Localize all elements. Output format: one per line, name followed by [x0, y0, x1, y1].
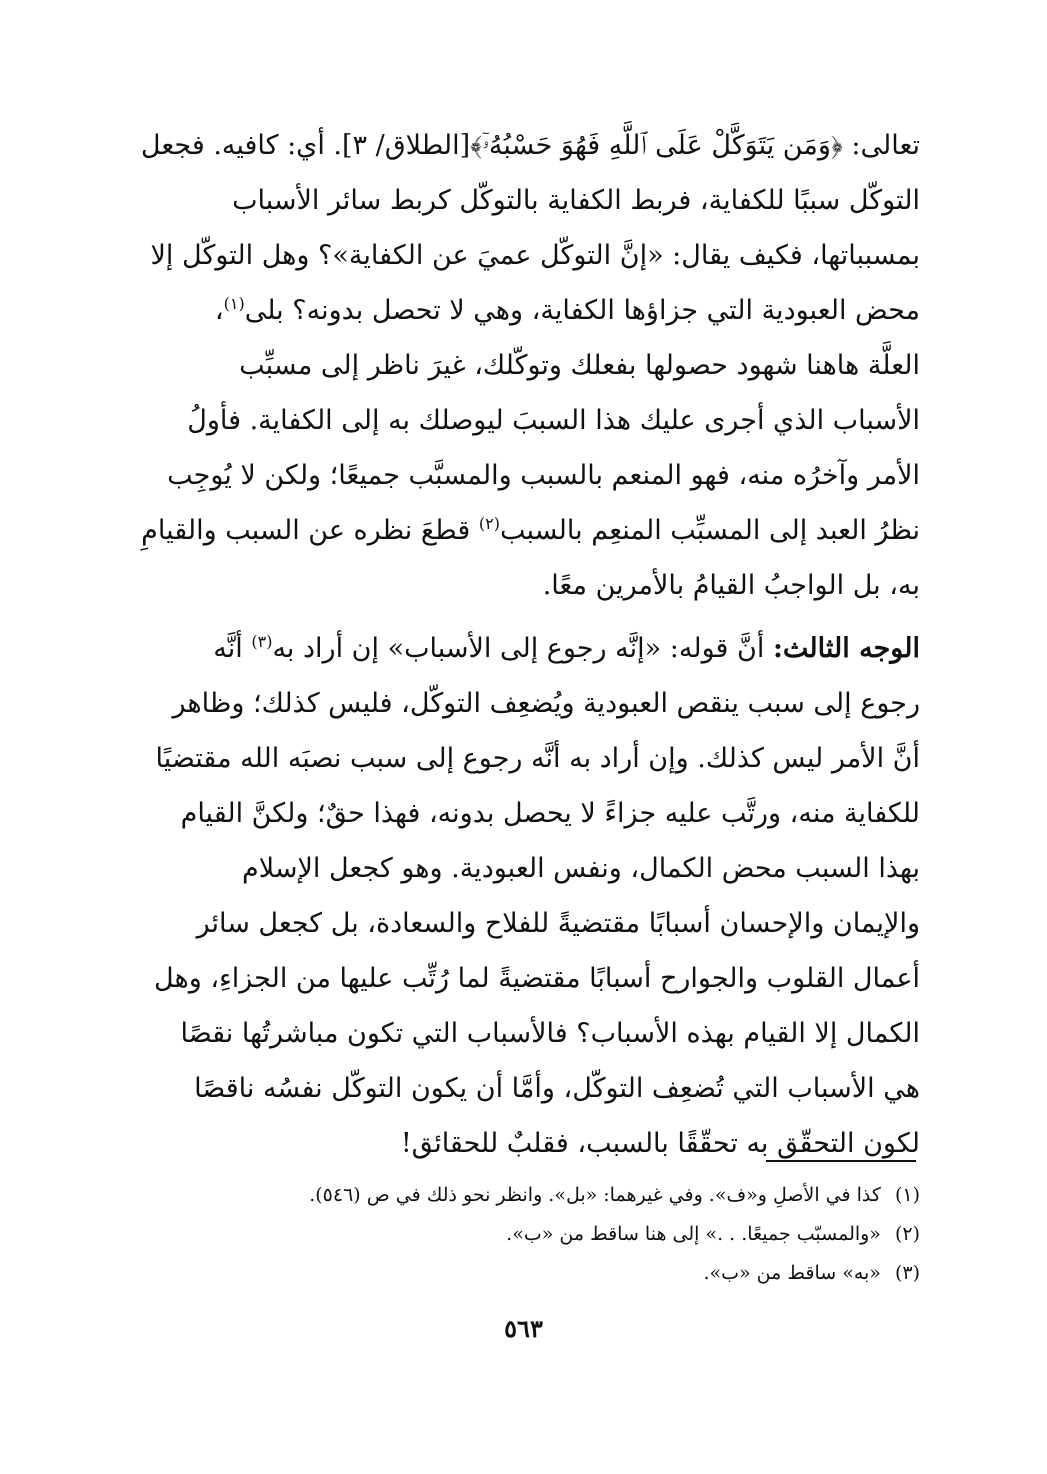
text-line: [130, 283, 920, 338]
text-segment: أنَّ قوله: «إنَّه رجوع إلى الأسباب» إن أراد به: [272, 633, 765, 664]
footnote-2: [130, 1215, 920, 1254]
text-line: التوكّل سببًا للكفاية، فربط الكفاية بالتوكّل كربط سائر الأسباب: [232, 185, 920, 216]
footnote-divider: [766, 1160, 916, 1162]
footnote-number: (١): [894, 1184, 920, 1206]
footnote-text: «به» ساقط من «ب».: [703, 1262, 881, 1284]
text-line: بمسبباتها، فكيف يقال: «إنَّ التوكّل عميَ عن الكفاية»؟ وهل التوكّل إلا: [150, 240, 920, 271]
page-number: ٥٦٣: [504, 1314, 543, 1343]
text-line: للكفاية منه، ورتَّب عليه جزاءً لا يحصل بدونه، فهذا حقٌ؛ ولكنَّ القيام: [180, 798, 920, 829]
text-segment: ،: [214, 295, 224, 326]
text-segment: نظرُ العبد إلى المسبِّب المنعِم بالسبب: [499, 515, 920, 546]
section-heading: الوجه الثالث:: [772, 633, 920, 664]
text-line: العلَّة هاهنا شهود حصولها بفعلك وتوكّلك، غيرَ ناظر إلى مسبِّب: [239, 350, 920, 381]
footnote-text: كذا في الأصلِ و«ف». وفي غيرهما: «بل». وانظر نحو ذلك في ص (٥٤٦).: [309, 1184, 881, 1206]
footnote-3: [130, 1254, 920, 1293]
footnote-ref-1[interactable]: (١): [223, 294, 245, 313]
footnotes: [130, 1176, 920, 1293]
footnote-ref-3[interactable]: (٣): [251, 632, 273, 651]
text-segment: أنَّه: [213, 633, 243, 664]
footnote-number: (٢): [894, 1223, 920, 1245]
text-line: رجوع إلى سبب ينقص العبودية ويُضعِف التوكّل، فليس كذلك؛ وظاهر: [172, 688, 920, 719]
text-line: الأمر وآخرُه منه، فهو المنعم بالسبب والمسبَّب جميعًا؛ ولكن لا يُوجِب: [167, 460, 920, 491]
text-line: هي الأسباب التي تُضعِف التوكّل، وأمَّا أن يكون التوكّل نفسُه ناقصًا: [194, 1073, 920, 1104]
footnote-text: «والمسبّب جميعًا. . .» إلى هنا ساقط من «ب».: [506, 1223, 881, 1245]
text-line: أعمال القلوب والجوارح أسبابًا مقتضيةً لما رُتِّب عليها من الجزاءِ، وهل: [154, 963, 920, 994]
text-segment: محض العبودية التي جزاؤها الكفاية، وهي لا تحصل بدونه؟ بلى: [244, 295, 920, 326]
text-segment: قطعَ نظره عن السبب والقيامِ: [141, 515, 471, 546]
footnote-number: (٣): [894, 1262, 920, 1284]
text-line: به، بل الواجبُ القيامُ بالأمرين معًا.: [542, 570, 920, 601]
text-line: الأسباب الذي أجرى عليك هذا السببَ ليوصلك به إلى الكفاية. فأولُ: [187, 405, 920, 436]
footnote-ref-2[interactable]: (٢): [478, 514, 500, 533]
text-line: والإيمان والإحسان أسبابًا مقتضيةً للفلاح والسعادة، بل كجعل سائر: [196, 908, 920, 939]
text-line: [130, 503, 920, 558]
text-line: تعالى: ﴿وَمَن يَتَوَكَّلْ عَلَى ٱللَّهِ فَهُوَ حَسْبُهُۥٓ﴾[الطلاق/ ٣]. أي: كافيه. فجعل: [140, 130, 920, 161]
text-line: أنَّ الأمر ليس كذلك. وإن أراد به أنَّه رجوع إلى سبب نصبَه الله مقتضيًا: [155, 743, 920, 774]
text-line: [130, 621, 920, 676]
footnote-1: [130, 1176, 920, 1215]
text-line: لكون التحقّق به تحقّقًا بالسبب، فقلبٌ للحقائق!: [400, 1128, 920, 1159]
text-line: الكمال إلا القيام بهذه الأسباب؟ فالأسباب التي تكون مباشرتُها نقصًا: [180, 1018, 920, 1049]
paragraph-2: [130, 621, 920, 1171]
paragraph-1: [130, 118, 920, 613]
text-line: بهذا السبب محض الكمال، ونفس العبودية. وهو كجعل الإسلام: [242, 853, 920, 884]
